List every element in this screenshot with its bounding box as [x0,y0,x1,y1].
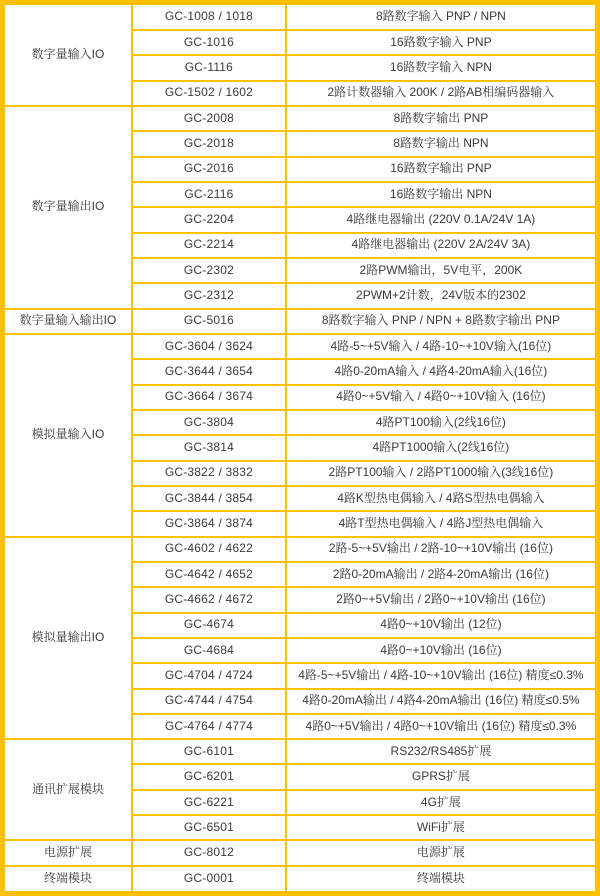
description-cell: 4路继电器输出 (220V 2A/24V 3A) [286,233,598,258]
category-cell: 数字量输出IO [3,106,133,309]
description-cell: 4路0-20mA输出 / 4路4-20mA输出 (16位) 精度≤0.5% [286,689,598,714]
category-cell: 数字量输入IO [3,3,133,106]
table-row [3,537,598,562]
description-cell: 4路0-20mA输入 / 4路4-20mA输入(16位) [286,359,598,384]
model-cell: GC-6501 [132,815,286,840]
model-cell: GC-3844 / 3854 [132,486,286,511]
table-row [3,866,598,894]
category-cell: 数字量输入输出IO [3,309,133,334]
description-cell: 电源扩展 [286,840,598,865]
description-cell: 2路-5~+5V输出 / 2路-10~+10V输出 (16位) [286,537,598,562]
model-cell: GC-4602 / 4622 [132,537,286,562]
description-cell: WiFi扩展 [286,815,598,840]
model-cell: GC-3814 [132,435,286,460]
description-cell: 8路数字输出 PNP [286,106,598,131]
description-cell: 4路0~+10V输出 (12位) [286,613,598,638]
description-cell: 4路T型热电偶输入 / 4路J型热电偶输入 [286,511,598,536]
description-cell: 2路计数器输入 200K / 2路AB相编码器输入 [286,81,598,106]
description-cell: 8路数字输入 PNP / NPN [286,3,598,30]
description-cell: 4路K型热电偶输入 / 4路S型热电偶输入 [286,486,598,511]
model-cell: GC-4642 / 4652 [132,562,286,587]
model-cell: GC-3644 / 3654 [132,359,286,384]
category-cell: 终端模块 [3,866,133,894]
model-cell: GC-4684 [132,638,286,663]
model-cell: GC-1502 / 1602 [132,81,286,106]
description-cell: 4路PT1000输入(2线16位) [286,435,598,460]
model-cell: GC-6221 [132,790,286,815]
description-cell: 终端模块 [286,866,598,894]
category-cell: 电源扩展 [3,840,133,865]
category-cell: 模拟量输入IO [3,334,133,537]
description-cell: 16路数字输出 NPN [286,182,598,207]
table-row [3,739,598,764]
table-row [3,840,598,865]
model-cell: GC-2302 [132,258,286,283]
description-cell: 4路0~+10V输出 (16位) [286,638,598,663]
model-cell: GC-6201 [132,764,286,789]
description-cell: 2路0~+5V输出 / 2路0~+10V输出 (16位) [286,587,598,612]
module-table-body [3,3,598,894]
model-cell: GC-2312 [132,283,286,308]
model-cell: GC-4744 / 4754 [132,689,286,714]
model-cell: GC-4764 / 4774 [132,714,286,739]
description-cell: 2PWM+2计数，24V版本的2302 [286,283,598,308]
description-cell: 4路-5~+5V输出 / 4路-10~+10V输出 (16位) 精度≤0.3% [286,663,598,688]
table-row [3,334,598,359]
description-cell: 4路PT100输入(2线16位) [286,410,598,435]
description-cell: 8路数字输入 PNP / NPN + 8路数字输出 PNP [286,309,598,334]
description-cell: 2路PT100输入 / 2路PT1000输入(3线16位) [286,461,598,486]
model-cell: GC-4704 / 4724 [132,663,286,688]
table-row [3,106,598,131]
model-cell: GC-0001 [132,866,286,894]
model-cell: GC-2008 [132,106,286,131]
description-cell: 4G扩展 [286,790,598,815]
description-cell: 4路0~+5V输出 / 4路0~+10V输出 (16位) 精度≤0.3% [286,714,598,739]
description-cell: GPRS扩展 [286,764,598,789]
model-cell: GC-1008 / 1018 [132,3,286,30]
model-cell: GC-1116 [132,55,286,80]
model-cell: GC-8012 [132,840,286,865]
description-cell: 2路PWM输出，5V电平，200K [286,258,598,283]
description-cell: 16路数字输入 NPN [286,55,598,80]
model-cell: GC-1016 [132,30,286,55]
table-row [3,309,598,334]
description-cell: 2路0-20mA输出 / 2路4-20mA输出 (16位) [286,562,598,587]
table-row [3,3,598,30]
model-cell: GC-5016 [132,309,286,334]
model-cell: GC-3664 / 3674 [132,385,286,410]
model-cell: GC-3804 [132,410,286,435]
description-cell: 4路-5~+5V输入 / 4路-10~+10V输入(16位) [286,334,598,359]
description-cell: 4路继电器输出 (220V 0.1A/24V 1A) [286,207,598,232]
description-cell: 16路数字输出 PNP [286,157,598,182]
category-cell: 模拟量输出IO [3,537,133,740]
model-cell: GC-2018 [132,131,286,156]
model-cell: GC-4674 [132,613,286,638]
model-cell: GC-3604 / 3624 [132,334,286,359]
model-cell: GC-6101 [132,739,286,764]
model-cell: GC-3864 / 3874 [132,511,286,536]
description-cell: RS232/RS485扩展 [286,739,598,764]
description-cell: 4路0~+5V输入 / 4路0~+10V输入 (16位) [286,385,598,410]
description-cell: 8路数字输出 NPN [286,131,598,156]
model-cell: GC-2016 [132,157,286,182]
model-cell: GC-2214 [132,233,286,258]
category-cell: 通讯扩展模块 [3,739,133,840]
model-cell: GC-3822 / 3832 [132,461,286,486]
model-cell: GC-2204 [132,207,286,232]
model-cell: GC-2116 [132,182,286,207]
description-cell: 16路数字输入 PNP [286,30,598,55]
model-cell: GC-4662 / 4672 [132,587,286,612]
